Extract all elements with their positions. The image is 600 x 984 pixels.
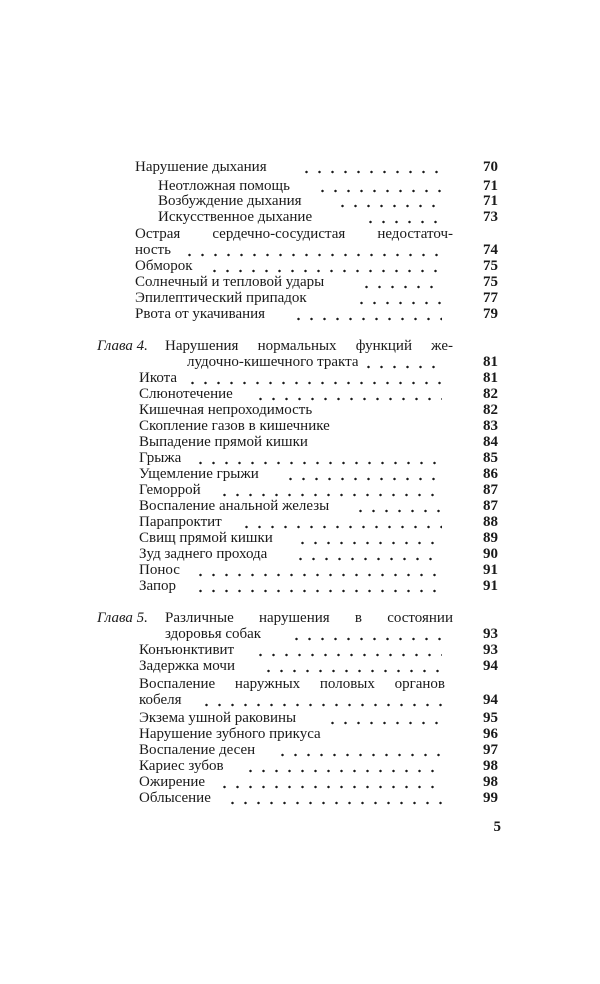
entry-title: Выпадение прямой кишки bbox=[139, 434, 308, 450]
entry-title: Возбуждение дыхания bbox=[158, 193, 302, 209]
toc-entry bbox=[0, 658, 600, 674]
toc-entry bbox=[0, 692, 600, 708]
entry-title: Воспаление анальной железы bbox=[139, 498, 330, 514]
dot-leader bbox=[218, 774, 442, 790]
toc-entry bbox=[0, 710, 600, 726]
chapter-label bbox=[97, 610, 148, 626]
dot-leader bbox=[194, 578, 442, 594]
entry-page: 88 bbox=[483, 514, 498, 530]
chapter-title: Нарушения нормальных функций же- bbox=[165, 338, 453, 354]
toc-entry bbox=[0, 546, 600, 562]
entry-page: 85 bbox=[483, 450, 498, 466]
toc-entry bbox=[0, 774, 600, 790]
toc-entry bbox=[0, 758, 600, 774]
dot-leader bbox=[276, 742, 442, 758]
entry-page: 96 bbox=[483, 726, 498, 742]
entry-page: 73 bbox=[483, 209, 498, 225]
entry-page: 86 bbox=[483, 466, 498, 482]
entry-page: 82 bbox=[483, 386, 498, 402]
toc-entry-line1 bbox=[0, 676, 600, 692]
toc-entry-page bbox=[0, 402, 600, 418]
chapter-heading bbox=[0, 610, 600, 626]
dot-leader bbox=[208, 258, 442, 274]
entry-title: Парапроктит bbox=[139, 514, 222, 530]
toc-entry-line1 bbox=[0, 226, 600, 242]
dot-leader bbox=[354, 498, 442, 514]
entry-page: 81 bbox=[483, 370, 498, 386]
dot-leader bbox=[244, 758, 442, 774]
toc-entry bbox=[0, 726, 600, 742]
entry-page: 71 bbox=[483, 178, 498, 194]
entry-page: 75 bbox=[483, 274, 498, 290]
entry-title: Грыжа bbox=[139, 450, 182, 466]
toc-entry bbox=[0, 306, 600, 322]
dot-leader bbox=[226, 790, 442, 806]
entry-title: ность bbox=[135, 242, 171, 258]
dot-leader bbox=[254, 386, 442, 402]
toc-entry bbox=[0, 386, 600, 402]
toc-entry bbox=[0, 209, 600, 225]
chapter-title: лудочно-кишечного тракта bbox=[187, 354, 359, 370]
toc-entry bbox=[0, 498, 600, 514]
toc-entry bbox=[0, 514, 600, 530]
entry-page: 99 bbox=[483, 790, 498, 806]
entry-title: Обморок bbox=[135, 258, 193, 274]
chapter-title: Различные нарушения в состоянии bbox=[165, 610, 453, 626]
toc-entry bbox=[0, 578, 600, 594]
toc-entry bbox=[0, 642, 600, 658]
entry-page: 98 bbox=[483, 774, 498, 790]
entry-page: 82 bbox=[483, 402, 498, 418]
entry-title: Запор bbox=[139, 578, 177, 594]
dot-leader bbox=[316, 178, 442, 194]
entry-page: 91 bbox=[483, 562, 498, 578]
entry-page: 91 bbox=[483, 578, 498, 594]
entry-title: Слюнотечение bbox=[139, 386, 233, 402]
dot-leader bbox=[336, 193, 442, 209]
dot-leader bbox=[262, 658, 442, 674]
chapter-heading bbox=[0, 338, 600, 354]
entry-title: Острая сердечно-сосудистая недостаточ- bbox=[135, 226, 453, 242]
toc-entry bbox=[0, 193, 600, 209]
entry-title: кобеля bbox=[139, 692, 182, 708]
dot-leader bbox=[194, 562, 442, 578]
toc-entry bbox=[0, 530, 600, 546]
toc-entry bbox=[0, 274, 600, 290]
entry-title: Воспаление десен bbox=[139, 742, 256, 758]
entry-title: Кариес зубов bbox=[139, 758, 224, 774]
chapter-label bbox=[97, 338, 148, 354]
entry-page: 94 bbox=[483, 692, 498, 708]
entry-title: Неотложная помощь bbox=[158, 178, 290, 194]
dot-leader bbox=[294, 546, 442, 562]
toc-entry bbox=[0, 790, 600, 806]
entry-title: Ущемление грыжи bbox=[139, 466, 259, 482]
chapter-heading-line2 bbox=[0, 354, 600, 370]
entry-title: Кишечная непроходимость bbox=[139, 402, 313, 418]
dot-leader bbox=[360, 274, 442, 290]
entry-page: 84 bbox=[483, 434, 498, 450]
entry-page: 79 bbox=[483, 306, 498, 322]
entry-page: 71 bbox=[483, 193, 498, 209]
dot-leader bbox=[292, 306, 442, 322]
toc-entry bbox=[0, 450, 600, 466]
chapter-page: 81 bbox=[483, 354, 498, 370]
entry-page: 89 bbox=[483, 530, 498, 546]
toc-entry bbox=[0, 434, 600, 450]
chapter-number: 4. bbox=[136, 338, 148, 354]
dot-leader bbox=[240, 514, 442, 530]
dot-leader bbox=[300, 159, 442, 175]
chapter-page: 93 bbox=[483, 626, 498, 642]
toc-entry bbox=[0, 418, 600, 434]
entry-title: Скопление газов в кишечнике bbox=[139, 418, 330, 434]
entry-page: 83 bbox=[483, 418, 498, 434]
chapter-number: 5. bbox=[136, 610, 148, 626]
chapter-title: здоровья собак bbox=[165, 626, 262, 642]
dot-leader bbox=[254, 642, 442, 658]
entry-title: Икота bbox=[139, 370, 178, 386]
entry-page: 94 bbox=[483, 658, 498, 674]
toc-entry bbox=[0, 242, 600, 258]
entry-title: Конъюнктивит bbox=[139, 642, 235, 658]
chapter-word: Глава bbox=[97, 610, 133, 626]
dot-leader bbox=[364, 209, 442, 225]
entry-page: 90 bbox=[483, 546, 498, 562]
toc-entry bbox=[0, 482, 600, 498]
entry-title: Эпилептический припадок bbox=[135, 290, 307, 306]
entry-title: Зуд заднего прохода bbox=[139, 546, 268, 562]
dot-leader bbox=[183, 242, 442, 258]
entry-page: 98 bbox=[483, 758, 498, 774]
entry-title: Нарушение зубного прикуса bbox=[139, 726, 321, 742]
entry-page: 95 bbox=[483, 710, 498, 726]
toc-entry bbox=[0, 290, 600, 306]
entry-page: 77 bbox=[483, 290, 498, 306]
toc-entry bbox=[0, 466, 600, 482]
entry-title: Воспаление наружных половых органов bbox=[139, 676, 445, 692]
entry-title: Рвота от укачивания bbox=[135, 306, 266, 322]
entry-page: 87 bbox=[483, 498, 498, 514]
toc-entry bbox=[0, 178, 600, 194]
entry-title: Понос bbox=[139, 562, 180, 578]
entry-title: Ожирение bbox=[139, 774, 206, 790]
page-number: 5 bbox=[493, 819, 501, 835]
entry-page: 74 bbox=[483, 242, 498, 258]
dot-leader bbox=[218, 482, 442, 498]
toc-entry bbox=[0, 258, 600, 274]
dot-leader bbox=[362, 354, 442, 370]
entry-title: Геморрой bbox=[139, 482, 201, 498]
dot-leader bbox=[296, 530, 442, 546]
entry-page: 87 bbox=[483, 482, 498, 498]
entry-title: Облысение bbox=[139, 790, 211, 806]
toc-entry bbox=[0, 159, 600, 175]
entry-title: Искусственное дыхание bbox=[158, 209, 313, 225]
dot-leader bbox=[290, 626, 442, 642]
dot-leader bbox=[194, 450, 442, 466]
entry-page: 97 bbox=[483, 742, 498, 758]
chapter-heading-line2 bbox=[0, 626, 600, 642]
entry-page: 75 bbox=[483, 258, 498, 274]
toc-entry bbox=[0, 370, 600, 386]
dot-leader bbox=[326, 710, 442, 726]
entry-title: Свищ прямой кишки bbox=[139, 530, 273, 546]
toc-entry bbox=[0, 742, 600, 758]
entry-title: Солнечный и тепловой удары bbox=[135, 274, 325, 290]
dot-leader bbox=[200, 692, 442, 708]
entry-title: Экзема ушной раковины bbox=[139, 710, 297, 726]
toc-entry bbox=[0, 562, 600, 578]
entry-title: Нарушение дыхания bbox=[135, 159, 267, 175]
entry-page: 93 bbox=[483, 642, 498, 658]
entry-page: 70 bbox=[483, 159, 498, 175]
dot-leader bbox=[186, 370, 442, 386]
dot-leader bbox=[355, 290, 442, 306]
chapter-word: Глава bbox=[97, 338, 133, 354]
entry-title: Задержка мочи bbox=[139, 658, 235, 674]
dot-leader bbox=[284, 466, 442, 482]
